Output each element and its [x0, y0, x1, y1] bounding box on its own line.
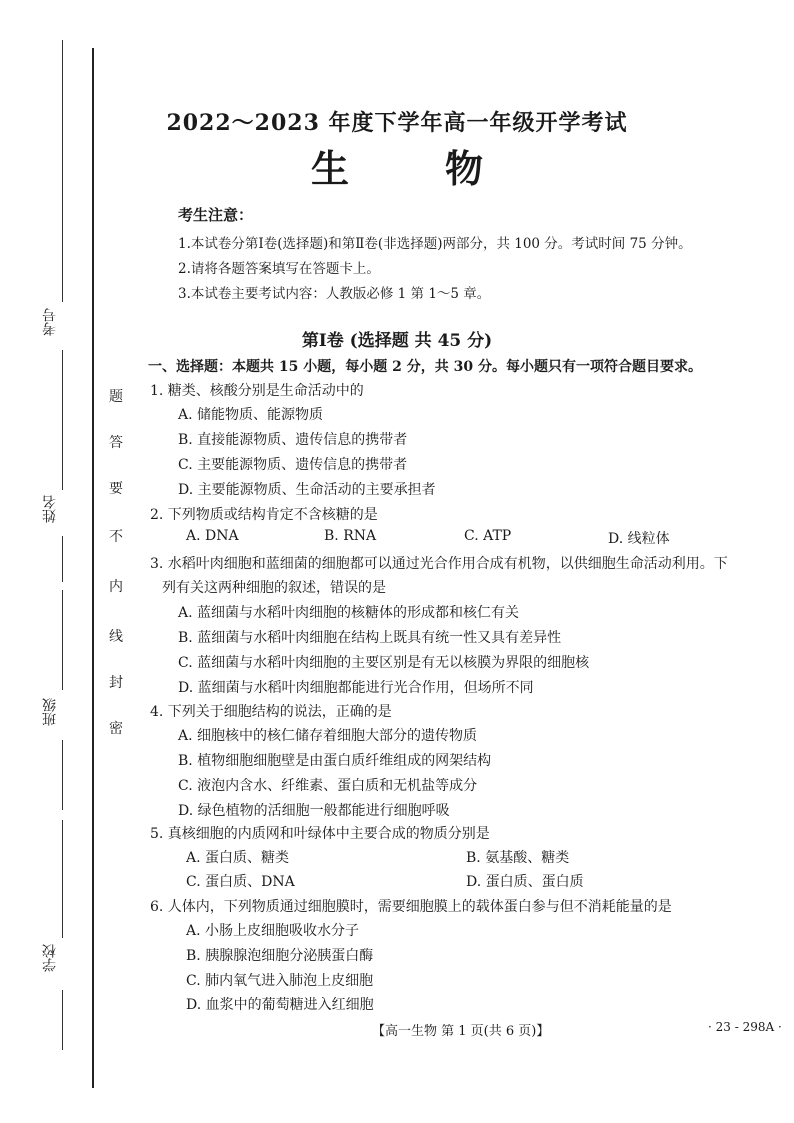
notice-title: 考生注意：	[178, 206, 254, 224]
question-option: B. 蓝细菌与水稻叶肉细胞在结构上既具有统一性又具有差异性	[178, 630, 562, 646]
question-option: C. 蓝细菌与水稻叶肉细胞的主要区别是有无以核膜为界限的细胞核	[178, 655, 590, 671]
seal-char: 密	[109, 721, 123, 737]
question-option: D. 绿色植物的活细胞一般都能进行细胞呼吸	[178, 803, 450, 819]
question-stem: 4. 下列关于细胞结构的说法，正确的是	[150, 704, 392, 720]
subject-char: 物	[445, 146, 484, 191]
seal-char: 线	[109, 629, 123, 645]
question-stem: 5. 真核细胞的内质网和叶绿体中主要合成的物质分别是	[150, 826, 490, 842]
exam-id-label: 考号	[42, 308, 58, 336]
question-stem: 6. 人体内，下列物质通过细胞膜时，需要细胞膜上的载体蛋白参与但不消耗能量的是	[150, 899, 672, 915]
question-option: C. 液泡内含水、纤维素、蛋白质和无机盐等成分	[178, 778, 478, 794]
question-option: A. DNA	[186, 528, 239, 544]
question-option: B. 植物细胞细胞壁是由蛋白质纤维组成的网架结构	[178, 753, 492, 769]
seal-char: 要	[109, 481, 123, 497]
seal-char: 不	[109, 529, 123, 545]
question-option: D. 线粒体	[608, 531, 670, 547]
question-option: C. 主要能源物质、遗传信息的携带者	[178, 457, 408, 473]
question-option: D. 血浆中的葡萄糖进入红细胞	[186, 997, 374, 1013]
notice-item: 1.本试卷分第Ⅰ卷(选择题)和第Ⅱ卷(非选择题)两部分，共 100 分。考试时间 75 分钟。	[178, 236, 692, 252]
seal-char: 内	[109, 579, 123, 595]
question-option: B. 氨基酸、糖类	[466, 850, 570, 866]
exam-code: · 23 - 298A ·	[708, 1020, 782, 1034]
question-option: B. 胰腺腺泡细胞分泌胰蛋白酶	[186, 948, 374, 964]
seal-char: 题	[109, 389, 123, 405]
page-title: 2022～2023 年度下学年高一年级开学考试	[166, 110, 628, 136]
question-option: A. 小肠上皮细胞吸收水分子	[186, 923, 360, 939]
question-option: A. 储能物质、能源物质	[178, 407, 324, 423]
page-footer: 【高一生物 第 1 页(共 6 页)】	[372, 1024, 550, 1039]
name-label: 姓名	[42, 495, 58, 523]
question-option: C. ATP	[464, 528, 512, 544]
question-option: C. 肺内氧气进入肺泡上皮细胞	[186, 973, 374, 989]
question-option: C. 蛋白质、DNA	[186, 874, 295, 890]
question-option: B. RNA	[324, 528, 377, 544]
school-field	[40, 820, 100, 1050]
question-option: D. 蛋白质、蛋白质	[466, 874, 584, 890]
section-heading: 一、选择题：本题共 15 小题，每小题 2 分，共 30 分。每小题只有一项符合题目要求。	[148, 359, 702, 375]
question-option: D. 蓝细菌与水稻叶肉细胞都能进行光合作用，但场所不同	[178, 680, 534, 696]
name-field	[40, 350, 100, 580]
school-label: 学校	[42, 944, 58, 972]
notice-item: 3.本试卷主要考试内容：人教版必修 1 第 1～5 章。	[178, 286, 491, 302]
question-stem: 2. 下列物质或结构肯定不含核糖的是	[150, 507, 378, 523]
subject-title	[0, 138, 794, 193]
question-option: B. 直接能源物质、遗传信息的携带者	[178, 432, 408, 448]
question-stem: 3. 水稻叶肉细胞和蓝细菌的细胞都可以通过光合作用合成有机物，以供细胞生命活动利用。下	[150, 556, 728, 572]
question-option: A. 蛋白质、糖类	[186, 850, 290, 866]
question-stem-continued: 列有关这两种细胞的叙述，错误的是	[162, 580, 386, 596]
subject-char: 生	[310, 146, 349, 191]
question-stem: 1. 糖类、核酸分别是生命活动中的	[150, 383, 364, 399]
class-label: 班级	[42, 698, 58, 726]
question-option: A. 蓝细菌与水稻叶肉细胞的核糖体的形成都和核仁有关	[178, 605, 520, 621]
class-field	[40, 590, 100, 810]
question-option: A. 细胞核中的核仁储存着细胞大部分的遗传物质	[178, 728, 478, 744]
seal-char: 封	[109, 675, 123, 691]
seal-char: 答	[109, 435, 123, 451]
notice-item: 2.请将各题答案填写在答题卡上。	[178, 261, 380, 277]
question-option: D. 主要能源物质、生命活动的主要承担者	[178, 482, 436, 498]
part-title: 第Ⅰ卷 (选择题 共 45 分)	[301, 331, 493, 351]
